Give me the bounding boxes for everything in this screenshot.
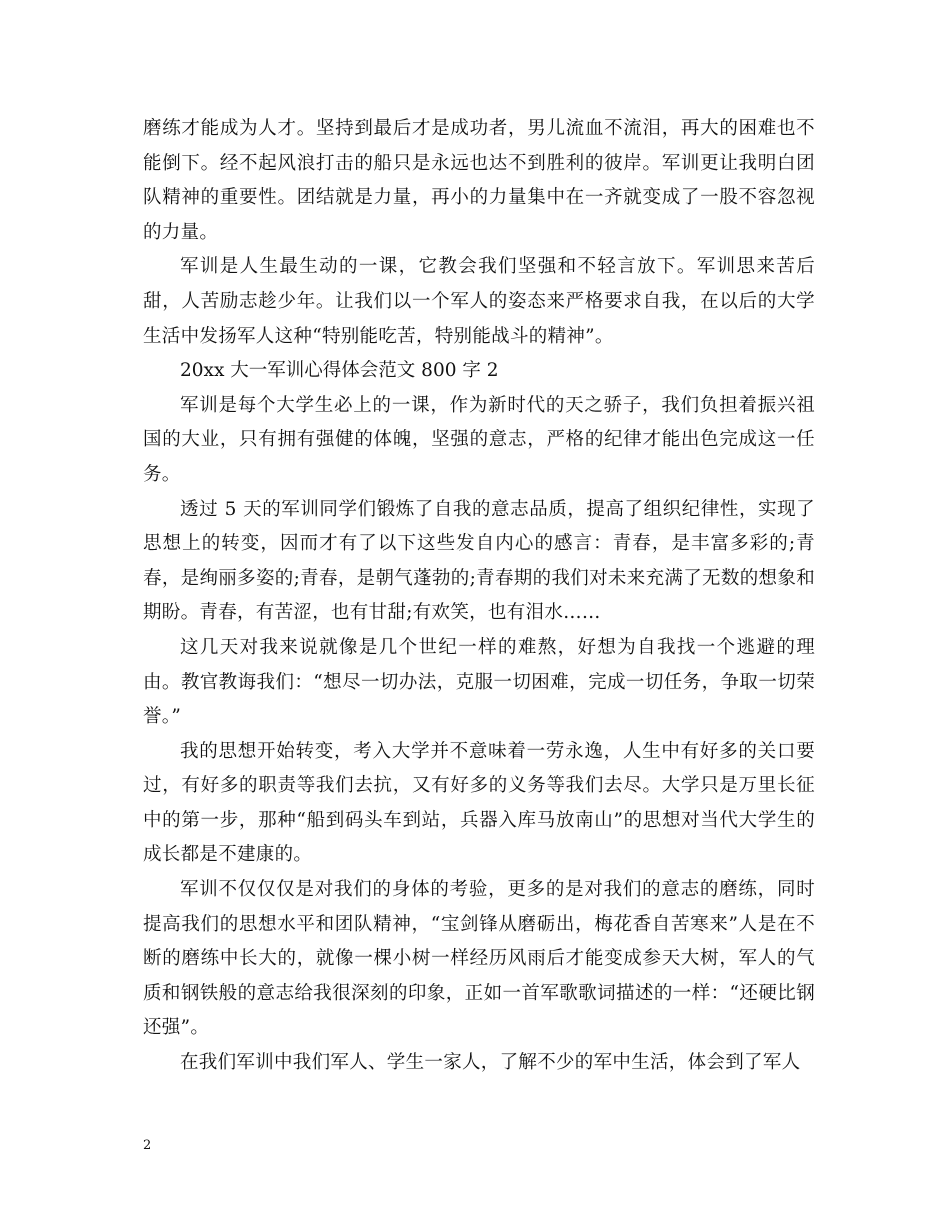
paragraph: 军训是每个大学生必上的一课，作为新时代的天之骄子，我们负担着振兴祖国的大业，只有拥有强健的体魄，坚强的意志，严格的纪律才能出色完成这一任务。 [143,394,815,485]
page-number: 2 [143,1138,152,1153]
paragraph: 这几天对我来说就像是几个世纪一样的难熬，好想为自我找一个逃避的理由。教官教诲我们：“想尽一切办法，克服一切困难，完成一切任务，争取一切荣誉。” [143,636,815,728]
paragraph: 我的思想开始转变，考入大学并不意味着一劳永逸，人生中有好多的关口要过，有好多的职责等我们去抗，又有好多的义务等我们去尽。大学只是万里长征中的第一步，那种“船到码头车到站，兵器入库马放南山”的思想对当代大学生的成长都是不建康的。 [143,740,815,866]
section-heading: 20xx 大一军训心得体会范文 800 字 2 [180,360,499,382]
paragraph: 在我们军训中我们军人、学生一家人，了解不少的军中生活，体会到了军人 [180,1052,801,1074]
paragraph: 透过 5 天的军训同学们锻炼了自我的意志品质，提高了组织纪律性，实现了思想上的转变，因而才有了以下这些发自内心的感言：青春，是丰富多彩的;青春，是绚丽多姿的;青春，是朝气蓬勃的;青春期的我们对未来充满了无数的想象和期盼。青春，有苦涩，也有甘甜;有欢笑，也有泪水…… [143,498,815,624]
document-body [143,112,815,1081]
paragraph-continued: 磨练才能成为人才。坚持到最后才是成功者，男儿流血不流泪，再大的困难也不能倒下。经不起风浪打击的船只是永远也达不到胜利的彼岸。军训更让我明白团队精神的重要性。团结就是力量，再小的力量集中在一齐就变成了一股不容忽视的力量。 [143,118,815,243]
paragraph: 军训是人生最生动的一课，它教会我们坚强和不轻言放下。军训思来苦后甜，人苦励志趁少年。让我们以一个军人的姿态来严格要求自我，在以后的大学生活中发扬军人这种“特别能吃苦，特别能战斗的精神”。 [143,256,815,347]
paragraph: 军训不仅仅仅是对我们的身体的考验，更多的是对我们的意志的磨练，同时提高我们的思想水平和团队精神，“宝剑锋从磨砺出，梅花香自苦寒来”人是在不断的磨练中长大的，就像一棵小树一样经历风雨后才能变成参天大树，军人的气质和钢铁般的意志给我很深刻的印象，正如一首军歌歌词描述的一样：“还硬比钢还强”。 [143,879,815,1039]
